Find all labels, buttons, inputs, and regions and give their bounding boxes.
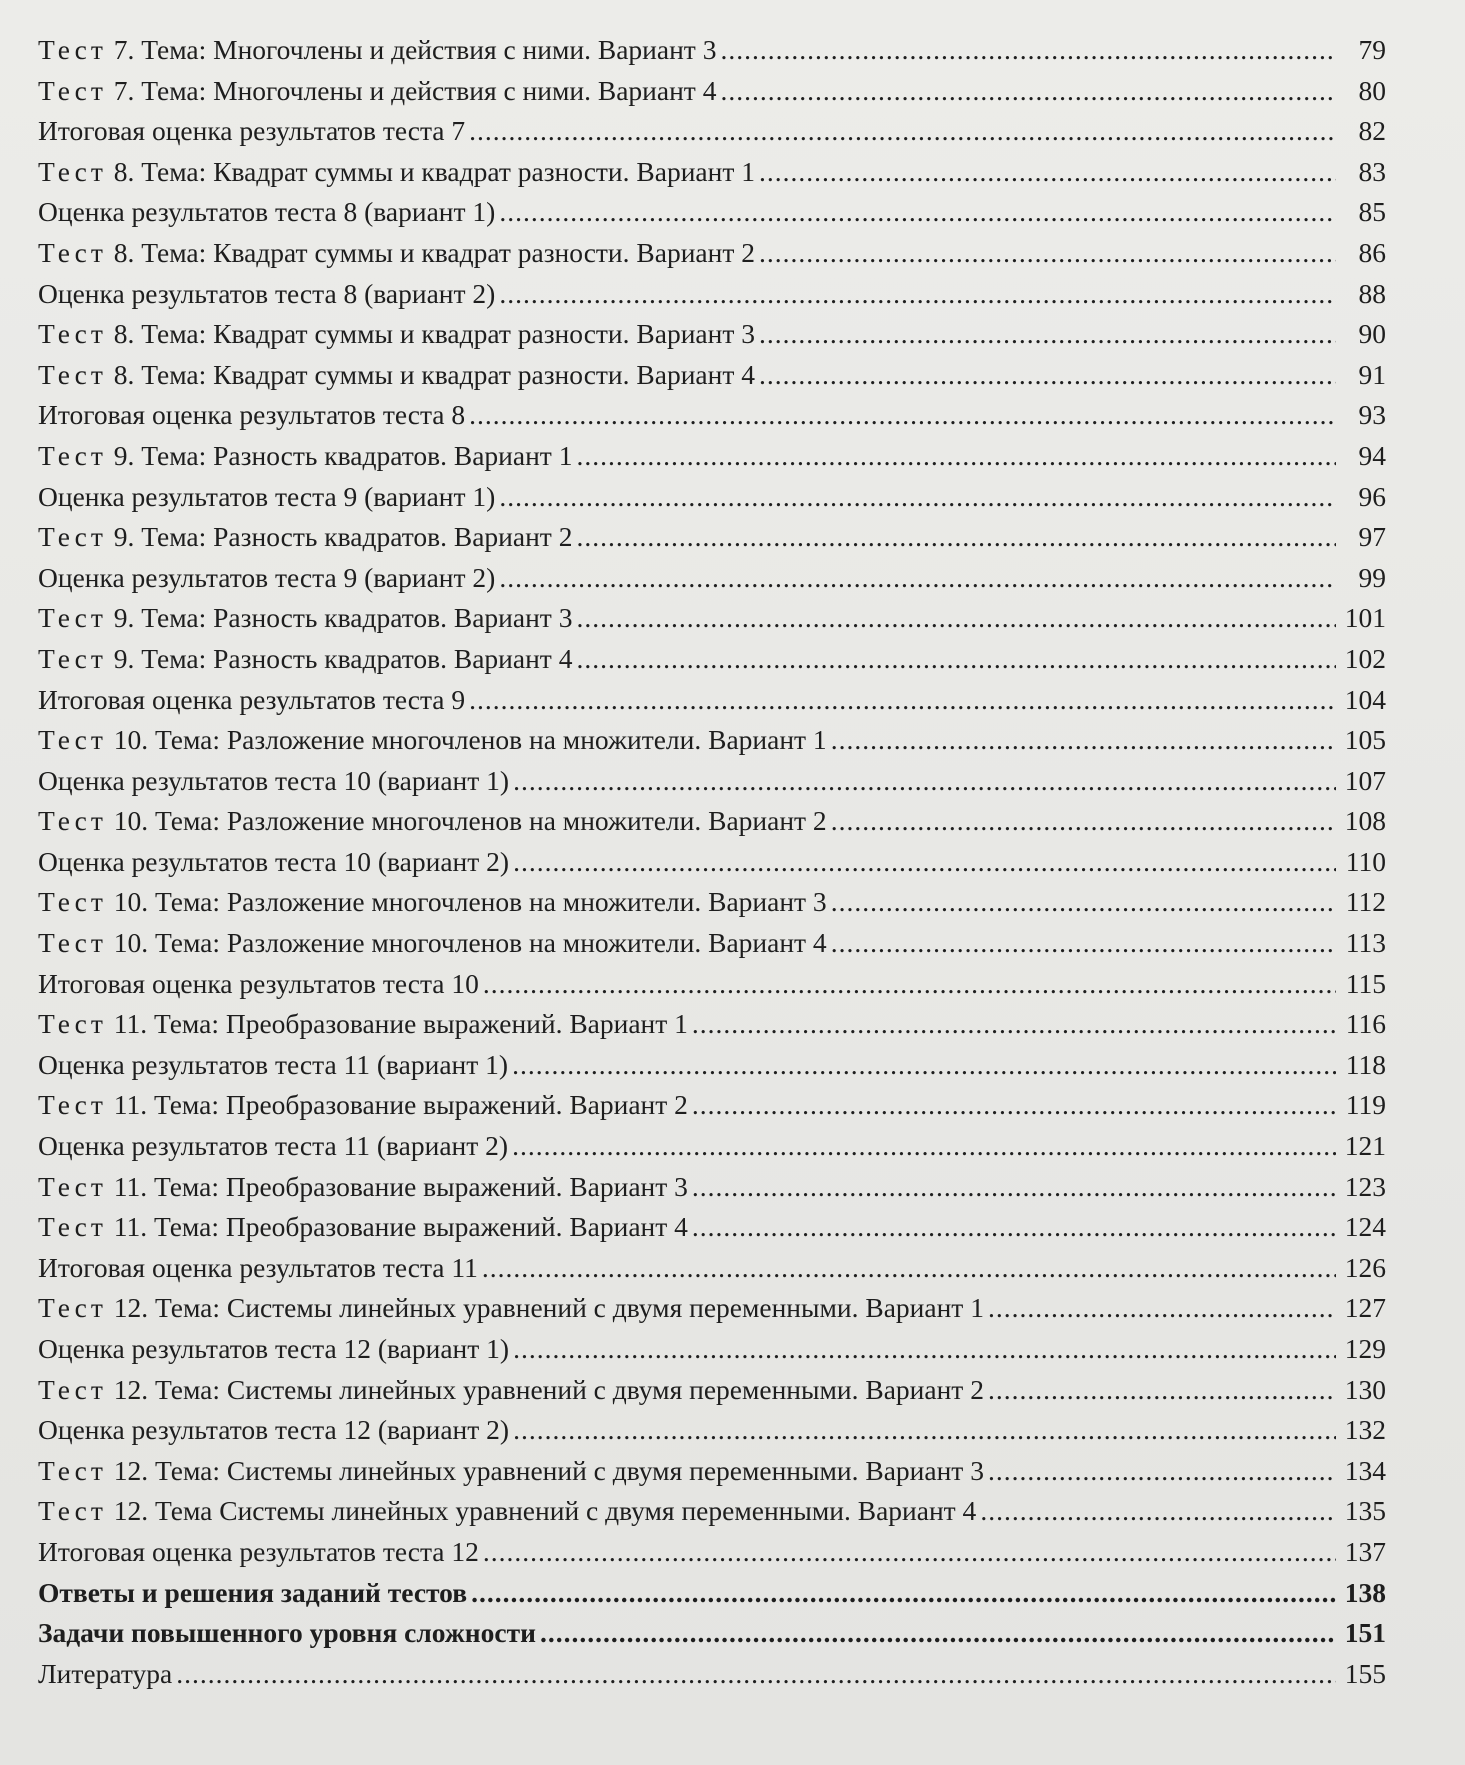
toc-entry-page-number: 116 (1345, 1008, 1386, 1040)
dot-leader (469, 111, 1336, 152)
toc-entry-title: Тест 11. Тема: Преобразование выражений. Вариант 1 (38, 1008, 688, 1040)
toc-entry-page-number: 113 (1345, 927, 1386, 959)
toc-entry (38, 1288, 1386, 1329)
toc-entry (38, 801, 1386, 842)
dot-leader (831, 882, 1336, 923)
table-of-contents (38, 30, 1386, 1694)
toc-entry (38, 1613, 1386, 1654)
toc-entry-title: Тест 7. Тема: Многочлены и действия с ними. Вариант 4 (38, 74, 717, 106)
toc-entry-page-number: 138 (1344, 1576, 1386, 1608)
toc-entry-page-number: 124 (1344, 1211, 1386, 1243)
toc-entry-page-number: 104 (1344, 683, 1386, 715)
toc-entry-title: Итоговая оценка результатов теста 9 (38, 683, 466, 715)
dot-leader (483, 1532, 1336, 1573)
toc-entry-page-number: 132 (1344, 1414, 1386, 1446)
dot-leader (540, 1613, 1336, 1654)
toc-entry (38, 395, 1386, 436)
toc-entry (38, 1085, 1386, 1126)
toc-entry-page-number: 118 (1345, 1048, 1386, 1080)
toc-entry-title: Оценка результатов теста 8 (вариант 2) (38, 277, 496, 309)
dot-leader (482, 1248, 1336, 1289)
toc-entry (38, 1045, 1386, 1086)
toc-entry-title: Тест 9. Тема: Разность квадратов. Вариант 1 (38, 439, 573, 471)
dot-leader (988, 1288, 1336, 1329)
toc-entry-page-number: 93 (1358, 399, 1386, 431)
toc-entry-page-number: 135 (1344, 1495, 1386, 1527)
toc-entry-page-number: 86 (1358, 236, 1386, 268)
toc-entry-page-number: 137 (1344, 1535, 1386, 1567)
dot-leader (513, 761, 1336, 802)
toc-entry-page-number: 105 (1344, 724, 1386, 756)
dot-leader (469, 680, 1336, 721)
toc-entry-title: Тест 12. Тема: Системы линейных уравнений с двумя переменными. Вариант 1 (38, 1292, 984, 1324)
toc-entry-page-number: 112 (1345, 886, 1386, 918)
dot-leader (759, 355, 1336, 396)
toc-entry (38, 111, 1386, 152)
toc-entry (38, 517, 1386, 558)
dot-leader (831, 720, 1336, 761)
toc-entry (38, 1532, 1386, 1573)
toc-entry (38, 1451, 1386, 1492)
toc-entry-title: Оценка результатов теста 10 (вариант 1) (38, 764, 510, 796)
toc-entry (38, 1573, 1386, 1614)
toc-entry-title: Тест 9. Тема: Разность квадратов. Вариант 3 (38, 602, 573, 634)
toc-entry (38, 152, 1386, 193)
toc-entry (38, 71, 1386, 112)
toc-entry (38, 639, 1386, 680)
toc-entry-page-number: 151 (1344, 1617, 1386, 1649)
dot-leader (483, 964, 1336, 1005)
toc-entry-title: Тест 12. Тема: Системы линейных уравнений с двумя переменными. Вариант 3 (38, 1454, 984, 1486)
dot-leader (513, 842, 1336, 883)
toc-entry-title: Тест 10. Тема: Разложение многочленов на множители. Вариант 3 (38, 886, 827, 918)
toc-entry (38, 1370, 1386, 1411)
toc-entry-page-number: 130 (1344, 1373, 1386, 1405)
toc-entry-title: Тест 8. Тема: Квадрат суммы и квадрат разности. Вариант 3 (38, 318, 755, 350)
toc-entry (38, 598, 1386, 639)
dot-leader (176, 1654, 1336, 1695)
toc-entry-title: Тест 10. Тема: Разложение многочленов на множители. Вариант 4 (38, 927, 827, 959)
dot-leader (988, 1451, 1336, 1492)
toc-entry-page-number: 88 (1358, 277, 1386, 309)
dot-leader (499, 477, 1336, 518)
toc-entry (38, 761, 1386, 802)
toc-entry-page-number: 80 (1358, 74, 1386, 106)
dot-leader (576, 517, 1336, 558)
toc-entry (38, 1491, 1386, 1532)
toc-entry-title: Итоговая оценка результатов теста 10 (38, 967, 479, 999)
dot-leader (759, 314, 1336, 355)
dot-leader (576, 639, 1336, 680)
toc-entry-title: Итоговая оценка результатов теста 8 (38, 399, 466, 431)
dot-leader (512, 1126, 1336, 1167)
toc-entry (38, 1126, 1386, 1167)
toc-entry-page-number: 129 (1344, 1333, 1386, 1364)
toc-entry-title: Тест 11. Тема: Преобразование выражений. Вариант 2 (38, 1089, 688, 1121)
dot-leader (692, 1004, 1336, 1045)
dot-leader (759, 152, 1336, 193)
toc-entry (38, 558, 1386, 599)
dot-leader (831, 923, 1336, 964)
toc-entry-title: Тест 8. Тема: Квадрат суммы и квадрат разности. Вариант 4 (38, 358, 755, 390)
toc-entry-page-number: 115 (1345, 967, 1386, 999)
toc-entry-page-number: 94 (1358, 439, 1386, 471)
toc-entry-title: Тест 12. Тема Системы линейных уравнений с двумя переменными. Вариант 4 (38, 1495, 977, 1527)
toc-entry (38, 355, 1386, 396)
dot-leader (576, 436, 1336, 477)
toc-entry-page-number: 83 (1358, 155, 1386, 187)
dot-leader (720, 71, 1336, 112)
toc-entry-page-number: 119 (1345, 1089, 1386, 1121)
toc-entry-title: Оценка результатов теста 9 (вариант 2) (38, 561, 496, 593)
toc-entry-title: Тест 10. Тема: Разложение многочленов на множители. Вариант 1 (38, 724, 827, 756)
toc-entry-title: Литература (38, 1657, 173, 1689)
toc-entry-page-number: 97 (1358, 521, 1386, 553)
dot-leader (499, 558, 1336, 599)
toc-entry-title: Оценка результатов теста 11 (вариант 1) (38, 1048, 509, 1080)
dot-leader (831, 801, 1336, 842)
toc-entry (38, 842, 1386, 883)
dot-leader (720, 30, 1336, 71)
dot-leader (576, 598, 1336, 639)
toc-entry (38, 1248, 1386, 1289)
dot-leader (513, 1329, 1336, 1370)
toc-entry (38, 1654, 1386, 1695)
toc-entry-title: Тест 8. Тема: Квадрат суммы и квадрат разности. Вариант 2 (38, 236, 755, 268)
dot-leader (692, 1207, 1336, 1248)
toc-entry-page-number: 85 (1358, 196, 1386, 228)
toc-entry-page-number: 99 (1358, 561, 1386, 593)
toc-entry (38, 274, 1386, 315)
toc-entry (38, 1004, 1386, 1045)
toc-entry-title: Тест 11. Тема: Преобразование выражений. Вариант 3 (38, 1170, 688, 1202)
toc-entry-page-number: 82 (1358, 115, 1386, 147)
toc-entry-title: Тест 12. Тема: Системы линейных уравнений с двумя переменными. Вариант 2 (38, 1373, 984, 1405)
dot-leader (499, 192, 1336, 233)
toc-entry-title: Оценка результатов теста 12 (вариант 2) (38, 1414, 510, 1446)
toc-entry-page-number: 123 (1344, 1170, 1386, 1202)
toc-entry (38, 1207, 1386, 1248)
toc-entry-page-number: 79 (1358, 34, 1386, 65)
toc-entry-title: Задачи повышенного уровня сложности (38, 1617, 536, 1649)
toc-entry-page-number: 90 (1358, 318, 1386, 350)
toc-entry (38, 720, 1386, 761)
toc-entry (38, 233, 1386, 274)
toc-entry (38, 1167, 1386, 1208)
toc-entry-page-number: 127 (1344, 1292, 1386, 1324)
toc-entry-page-number: 110 (1345, 845, 1386, 877)
toc-entry-title: Ответы и решения заданий тестов (38, 1576, 468, 1608)
toc-entry (38, 436, 1386, 477)
toc-entry-page-number: 126 (1344, 1251, 1386, 1283)
toc-entry-title: Оценка результатов теста 9 (вариант 1) (38, 480, 496, 512)
toc-entry-title: Тест 11. Тема: Преобразование выражений. Вариант 4 (38, 1211, 688, 1243)
toc-entry-page-number: 121 (1344, 1130, 1386, 1162)
dot-leader (499, 274, 1336, 315)
toc-entry-page-number: 96 (1358, 480, 1386, 512)
toc-entry (38, 964, 1386, 1005)
toc-entry-title: Тест 7. Тема: Многочлены и действия с ними. Вариант 3 (38, 34, 717, 65)
toc-entry-page-number: 91 (1358, 358, 1386, 390)
toc-entry (38, 882, 1386, 923)
toc-entry (38, 477, 1386, 518)
toc-entry (38, 30, 1386, 71)
toc-entry-title: Итоговая оценка результатов теста 7 (38, 115, 466, 147)
dot-leader (980, 1491, 1336, 1532)
dot-leader (513, 1410, 1336, 1451)
dot-leader (469, 395, 1336, 436)
toc-entry-title: Оценка результатов теста 10 (вариант 2) (38, 845, 510, 877)
toc-entry-title: Оценка результатов теста 12 (вариант 1) (38, 1333, 510, 1364)
toc-entry (38, 314, 1386, 355)
toc-entry-title: Тест 8. Тема: Квадрат суммы и квадрат разности. Вариант 1 (38, 155, 755, 187)
dot-leader (692, 1167, 1336, 1208)
toc-entry (38, 1329, 1386, 1370)
dot-leader (692, 1085, 1336, 1126)
toc-entry-page-number: 155 (1344, 1657, 1386, 1689)
toc-entry-page-number: 102 (1344, 642, 1386, 674)
toc-entry-title: Тест 9. Тема: Разность квадратов. Вариант 4 (38, 642, 573, 674)
toc-entry-page-number: 108 (1344, 805, 1386, 837)
toc-entry-page-number: 101 (1344, 602, 1386, 634)
toc-entry-title: Итоговая оценка результатов теста 12 (38, 1535, 479, 1567)
toc-entry (38, 192, 1386, 233)
toc-entry-title: Тест 10. Тема: Разложение многочленов на множители. Вариант 2 (38, 805, 827, 837)
toc-entry-title: Итоговая оценка результатов теста 11 (38, 1251, 478, 1283)
toc-entry-title: Тест 9. Тема: Разность квадратов. Вариант 2 (38, 521, 573, 553)
dot-leader (512, 1045, 1336, 1086)
dot-leader (471, 1573, 1336, 1614)
dot-leader (759, 233, 1336, 274)
toc-entry (38, 1410, 1386, 1451)
toc-entry (38, 923, 1386, 964)
toc-entry (38, 680, 1386, 721)
toc-entry-title: Оценка результатов теста 11 (вариант 2) (38, 1130, 509, 1162)
toc-entry-title: Оценка результатов теста 8 (вариант 1) (38, 196, 496, 228)
dot-leader (988, 1370, 1336, 1411)
toc-entry-page-number: 134 (1344, 1454, 1386, 1486)
toc-entry-page-number: 107 (1344, 764, 1386, 796)
